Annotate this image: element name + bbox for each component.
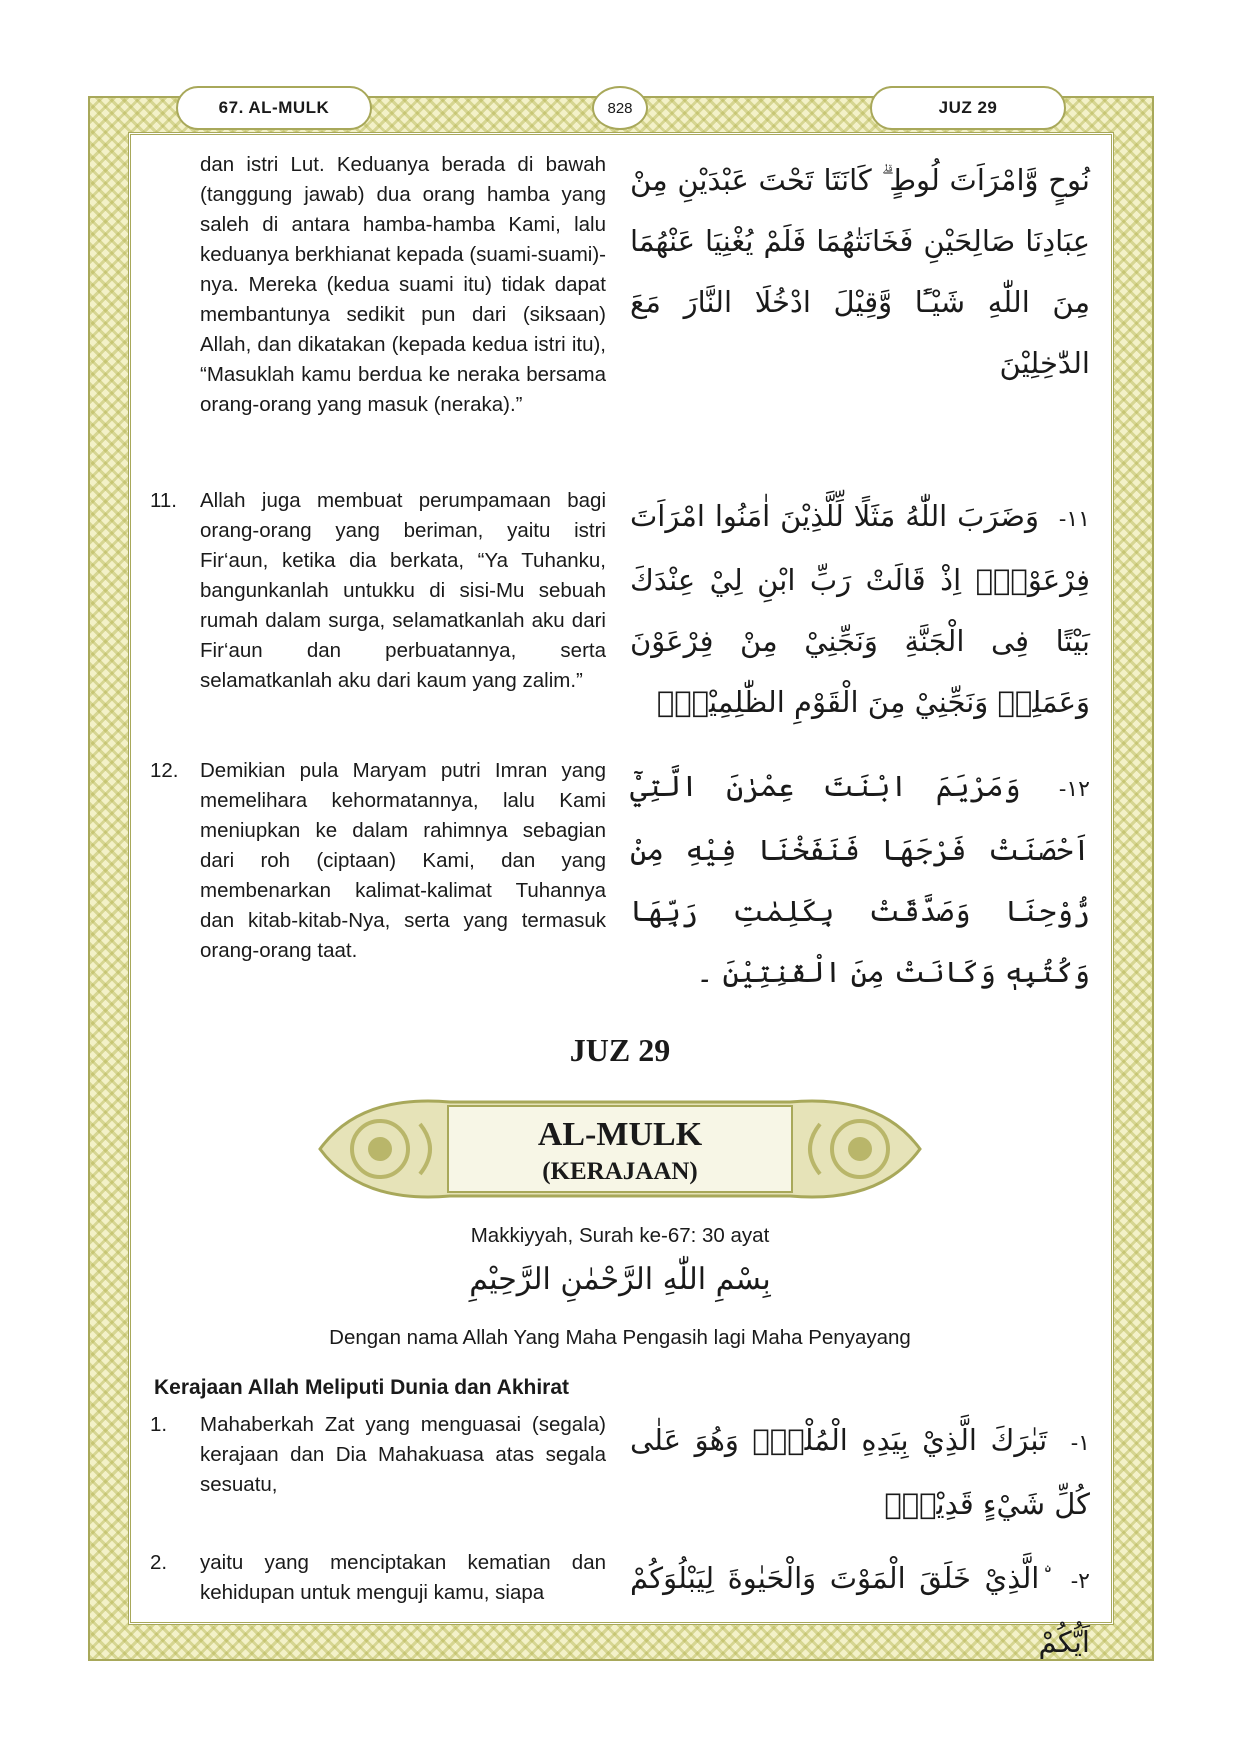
- verse-translation-text: Mahaberkah Zat yang menguasai (segala) kerajaan dan Dia Mahakuasa atas segala sesuatu,: [200, 1413, 606, 1496]
- verse-arabic-text: نُوحٍ وَّامْرَاَتَ لُوطٍ ۗ كَانَتَا تَحْتَ عَبْدَيْنِ مِنْ عِبَادِنَا صَالِحَيْنِ فَخَانَتٰهُمَا فَلَمْ يُغْنِيَا عَنْهُمَا مِنَ اللّٰهِ شَيْـًٔا وَّقِيْلَ ادْخُلَا النَّارَ مَعَ الدّٰخِلِيْنَ: [630, 163, 1090, 380]
- verse-number: 11.: [150, 489, 177, 512]
- verse-arabic: [630, 150, 1090, 394]
- verse-number: 2.: [150, 1551, 168, 1574]
- arabic-verse-number: ١١-: [1058, 507, 1090, 532]
- verse-translation: [150, 150, 606, 420]
- verse-arabic: [630, 756, 1090, 1003]
- surah-subtitle: (KERAJAAN): [542, 1158, 698, 1185]
- verse-arabic-text: وَضَرَبَ اللّٰهُ مَثَلًا لِّلَّذِيْنَ اٰمَنُوا امْرَاَتَ فِرْعَوْنَۘ اِذْ قَالَتْ رَبِّ ابْنِ لِيْ عِنْدَكَ بَيْتًا فِى الْجَنَّةِ وَنَجِّنِيْ مِنْ فِرْعَوْنَ وَعَمَلِهٖ وَنَجِّنِيْ مِنَ الْقَوْمِ الظّٰلِمِيْنَۙ: [630, 499, 1090, 719]
- verse-arabic: [630, 486, 1090, 733]
- arabic-verse-number: ٢-: [1070, 1569, 1090, 1594]
- surah-header-label: 67. AL-MULK: [176, 86, 372, 130]
- basmala-translation: Dengan nama Allah Yang Maha Pengasih lagi Maha Penyayang: [329, 1326, 911, 1349]
- juz-title: JUZ 29: [569, 1032, 671, 1068]
- arabic-verse-number: ١٢-: [1058, 777, 1090, 802]
- verse-translation-text: dan istri Lut. Keduanya berada di bawah (tanggung jawab) dua orang hamba yang saleh di antara hamba-hamba Kami, lalu keduanya berkhianat kepada (suami-suami)-nya. Mereka (kedua suami itu) tidak dapat membantunya sedikit pun dari (siksaan) Allah, dan dikatakan (kepada kedua istri itu), “Masuklah kamu berdua ke neraka bersama orang-orang yang masuk (neraka).”: [200, 153, 606, 416]
- verse-arabic-text: تَبٰرَكَ الَّذِيْ بِيَدِهِ الْمُلْكُۖ وَهُوَ عَلٰى كُلِّ شَيْءٍ قَدِيْرٌۙ: [630, 1423, 1090, 1521]
- section-heading: Kerajaan Allah Meliputi Dunia dan Akhirat: [154, 1376, 570, 1399]
- verse-arabic-text: ۨالَّذِيْ خَلَقَ الْمَوْتَ وَالْحَيٰوةَ لِيَبْلُوَكُمْ اَيُّكُمْ: [630, 1561, 1090, 1659]
- verse-number: 12.: [150, 759, 179, 782]
- verse-number: 1.: [150, 1413, 168, 1436]
- surah-info: Makkiyyah, Surah ke-67: 30 ayat: [470, 1224, 770, 1247]
- verse-arabic: [630, 1548, 1090, 1673]
- arabic-verse-number: ١-: [1070, 1431, 1090, 1456]
- surah-name: AL-MULK: [537, 1116, 703, 1153]
- basmala: بِسْمِ اللّٰهِ الرَّحْمٰنِ الرَّحِيْمِ: [469, 1262, 771, 1297]
- verse-arabic-text: وَمَرْيَمَ ابْنَتَ عِمْرٰنَ الَّتِيْٓ اَحْصَنَتْ فَرْجَهَا فَنَفَخْنَا فِيْهِ مِنْ رُّوْحِنَا وَصَدَّقَتْ بِكَلِمٰتِ رَبِّهَا وَكُتُبِهٖ وَكَانَتْ مِنَ الْقٰنِتِيْنَ ۔: [630, 769, 1090, 989]
- juz-header-label: JUZ 29: [870, 86, 1066, 130]
- verse-translation: [150, 486, 606, 696]
- page-number: 828: [592, 86, 648, 130]
- verse-translation-text: Allah juga membuat perumpamaan bagi orang-orang yang beriman, yaitu istri Fir‘aun, ketika dia berkata, “Ya Tuhanku, bangunkanlah untukku di sisi-Mu sebuah rumah dalam surga, selamatkanlah aku dari Fir‘aun dan perbuatannya, serta selamatkanlah aku dari kaum yang zalim.”: [200, 489, 606, 692]
- verse-translation: [150, 756, 606, 966]
- verse-translation-text: Demikian pula Maryam putri Imran yang memelihara kehormatannya, lalu Kami meniupkan ke dalam rahimnya sebagian dari roh (ciptaan) Kami, dan yang membenarkan kalimat-kalimat Tuhannya dan kitab-kitab-Nya, serta yang termasuk orang-orang taat.: [200, 759, 606, 962]
- verse-arabic: [630, 1410, 1090, 1535]
- verse-translation: [150, 1548, 606, 1608]
- verse-translation-text: yaitu yang menciptakan kematian dan kehidupan untuk menguji kamu, siapa: [200, 1551, 606, 1604]
- verse-translation: [150, 1410, 606, 1500]
